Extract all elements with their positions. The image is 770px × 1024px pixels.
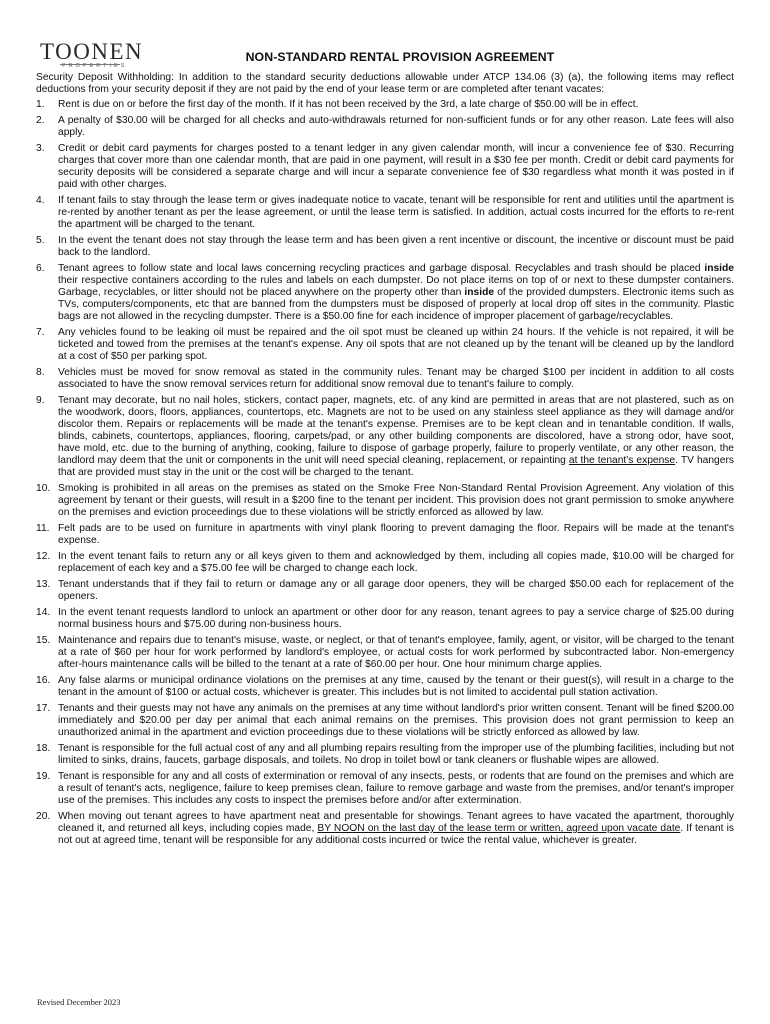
item-number: 18.: [36, 743, 51, 754]
item-number: 19.: [36, 771, 51, 782]
list-item: [36, 263, 734, 323]
document-title: NON-STANDARD RENTAL PROVISION AGREEMENT: [245, 50, 555, 64]
item-number: 7.: [36, 327, 45, 338]
list-item: [36, 703, 734, 739]
item-number: 6.: [36, 263, 45, 274]
item-text: A penalty of $30.00 will be charged for all checks and auto-withdrawals returned for non-sufficient funds or for any other reason. Late fees will also apply.: [58, 115, 734, 138]
item-text: Vehicles must be moved for snow removal as stated in the community rules. Tenant may be charged $100 per incident in addition to all costs associated to have the snow removal services return for additional snow removal due to tenant's failure to comply.: [58, 367, 734, 390]
item-number: 15.: [36, 635, 51, 646]
item-text: Tenants and their guests may not have any animals on the premises at any time without landlord's prior written consent. Tenant will be fined $200.00 immediately and $20.00 per day per animal that each animal remains on the premises. This provision does not grant permission to keep an unauthorized animal in the apartment and eviction proceedings due to these violations will be strictly enforced as allowed by law.: [58, 703, 734, 738]
list-item: [36, 195, 734, 231]
provision-list: [36, 99, 734, 847]
item-text: Rent is due on or before the first day of the month. If it has not been received by the 3rd, a late charge of $50.00 will be in effect.: [58, 99, 639, 110]
list-item: [36, 523, 734, 547]
item-text: Tenant is responsible for the full actual cost of any and all plumbing repairs resulting from the improper use of the plumbing facilities, including but not limited to sinks, drains, faucets, garbage disposals, and toilets. No drop in toilet bowl or tank cleaners or flushable wipes are allowed.: [58, 743, 734, 766]
emphasis-bold: inside: [464, 287, 495, 298]
item-text: Felt pads are to be used on furniture in apartments with vinyl plank flooring to prevent damaging the floor. Repairs will be made at the tenant's expense.: [58, 523, 734, 546]
item-number: 8.: [36, 367, 45, 378]
logo-wordmark: TOONEN: [40, 39, 144, 64]
item-number: 20.: [36, 811, 51, 822]
item-number: 3.: [36, 143, 45, 154]
item-number: 1.: [36, 99, 45, 110]
list-item: [36, 367, 734, 391]
item-text: In the event the tenant does not stay through the lease term and has been given a rent incentive or discount, the incentive or discount must be paid back to the landlord.: [58, 235, 734, 258]
item-text: If tenant fails to stay through the lease term or gives inadequate notice to vacate, tenant will be responsible for rent and utilities until the apartment is re-rented by another tenant as per the lease agreement, or until the lease term is satisfied. In addition, actual costs incurred for the efforts to re-rent the apartment will be charged to the tenant.: [58, 195, 734, 230]
item-number: 4.: [36, 195, 45, 206]
item-number: 12.: [36, 551, 51, 562]
emphasis-underline: BY NOON on the last day of the lease term or written, agreed upon vacate date: [317, 823, 681, 834]
item-text: Tenant understands that if they fail to return or damage any or all garage door openers, they will be charged $50.00 each for replacement of the openers.: [58, 579, 734, 602]
item-number: 14.: [36, 607, 51, 618]
logo-subtitle: PROPERTIES: [62, 63, 128, 69]
list-item: [36, 579, 734, 603]
intro-paragraph: Security Deposit Withholding: In addition to the standard security deductions allowable under ATCP 134.06 (3) (a), the following items may reflect deductions from your security deposit if they are not paid by the end of your lease term or are completed after tenant vacates:: [36, 72, 734, 95]
item-text: In the event tenant fails to return any or all keys given to them and acknowledged by them, including all copies made, $10.00 will be charged for replacement of each key and a $75.00 fee will be charged to change each lock.: [58, 551, 734, 574]
list-item: [36, 635, 734, 671]
list-item: [36, 327, 734, 363]
item-number: 16.: [36, 675, 51, 686]
revision-footer: Revised December 2023: [37, 997, 121, 1007]
list-item: [36, 143, 734, 191]
item-text: Tenant is responsible for any and all costs of extermination or removal of any insects, pests, or rodents that are found on the premises and which are a result of tenant's acts, negligence, failure to keep premises clean, failure to remove garbage and waste from the premises, and/or tenant's improper use of the premises. This includes any costs to inspect the premises before and/or after extermination.: [58, 771, 734, 806]
list-item: [36, 99, 734, 111]
list-item: [36, 395, 734, 479]
item-number: 10.: [36, 483, 51, 494]
list-item: [36, 607, 734, 631]
list-item: [36, 743, 734, 767]
item-number: 9.: [36, 395, 45, 406]
item-text: Smoking is prohibited in all areas on the premises as stated on the Smoke Free Non-Standard Rental Provision Agreement. Any violation of this agreement by tenant or their guests, will result in a $200 fine to the tenant per incident. This provision does not grant permission to smoke anywhere on the premises and eviction proceedings due to these violations will be strictly enforced as allowed by law.: [58, 483, 734, 518]
list-item: [36, 551, 734, 575]
item-text: When moving out tenant agrees to have apartment neat and presentable for showings. Tenant agrees to have vacated the apartment, thoroughly cleaned it, and returned all keys, including copies made,: [58, 811, 734, 834]
item-text: Tenant may decorate, but no nail holes, stickers, contact paper, magnets, etc. of any kind are permitted in areas that are not plastered, such as on the woodwork, doors, floors, appliances, countertops, etc. Magnets are not to be used on any stainless steel appliance as they will damage and/or discolor them. Repairs or replacements will be made at the tenant's expense. Premises are to be kept clean and in tenantable condition. If walls, blinds, cabinets, countertops, appliances, flooring, carpets/pad, or any other building components are discolored, have a strong odor, have soot, have mold, etc. due to the burning of anything, cooking, failure to dispose of garbage properly, failure to properly ventilate, or any other reason, the landlord may deem that the unit or components in the unit will need special cleaning, replacement, or repainting: [58, 395, 734, 466]
item-text: their respective containers according to the rules and labels on each dumpster. Do not place items on top of or next to these dumpster containers. Garbage, recyclables, or litter should not be placed anywhere on the property other than: [58, 275, 734, 298]
list-item: [36, 771, 734, 807]
item-text: of the provided dumpsters. Electronic items such as TVs, computers/components, etc that are banned from the dumpsters must be disposed of properly at local drop off sites in the community. Plastic bags are not allowed in the recycling dumpster. There is a $50.00 fine for each incidence of improper placement of garbage/recyclables.: [58, 287, 734, 322]
item-text: . TV hangers that are provided must stay in the unit or the cost will be charged to the tenant.: [58, 455, 734, 478]
item-text: Any false alarms or municipal ordinance violations on the premises at any time, caused by the tenant or their guest(s), will result in a charge to the tenant in the amount of $100 or actual costs, whichever is greater. This includes but is not limited to accidental pull station activation.: [58, 675, 734, 698]
company-logo: [40, 39, 144, 72]
logo-rule: [60, 64, 120, 65]
item-number: 17.: [36, 703, 51, 714]
list-item: [36, 811, 734, 847]
list-item: [36, 115, 734, 139]
emphasis-underline: at the tenant's expense: [568, 455, 676, 466]
item-number: 13.: [36, 579, 51, 590]
item-text: Tenant agrees to follow state and local laws concerning recycling practices and garbage disposal. Recyclables and trash should be placed: [58, 263, 705, 274]
item-number: 5.: [36, 235, 45, 246]
emphasis-bold: inside: [704, 263, 734, 274]
item-text: Credit or debit card payments for charges posted to a tenant ledger in any given calendar month, will incur a convenience fee of $30. Recurring charges that cover more than one calendar month, that are paid in one payment, will result in a $30 fee per month. Credit or debit card payments for security deposits will be considered a separate charge and will incur a separate convenience fee of $30 regardless what month it was posted in if paid with other charges.: [58, 143, 734, 190]
item-text: Any vehicles found to be leaking oil must be repaired and the oil spot must be cleaned up within 24 hours. If the vehicle is not repaired, it will be ticketed and towed from the premises at the tenant's expense. Any oil spots that are not cleaned up by the tenant will be cleaned up by the landlord at a cost of $50 per parking spot.: [58, 327, 734, 362]
document-body: [36, 72, 734, 851]
item-text: In the event tenant requests landlord to unlock an apartment or other door for any reason, tenant agrees to pay a service charge of $25.00 during normal business hours and $75.00 during non-business hours.: [58, 607, 734, 630]
list-item: [36, 235, 734, 259]
list-item: [36, 675, 734, 699]
item-text: Maintenance and repairs due to tenant's misuse, waste, or neglect, or that of tenant's employee, family, agent, or visitor, will be charged to the tenant at a rate of $60 per hour for work performed by landlord's employee, or actual costs for work performed by subcontracted labor. Non-emergency after-hours maintenance calls will be billed to the tenant at a rate of $60.00 per hour. One hour minimum charge applies.: [58, 635, 734, 670]
item-number: 11.: [36, 523, 50, 534]
list-item: [36, 483, 734, 519]
item-text: . If tenant is not out at agreed time, tenant will be responsible for any additional costs incurred or twice the rental value, whichever is greater.: [58, 823, 734, 846]
item-number: 2.: [36, 115, 45, 126]
